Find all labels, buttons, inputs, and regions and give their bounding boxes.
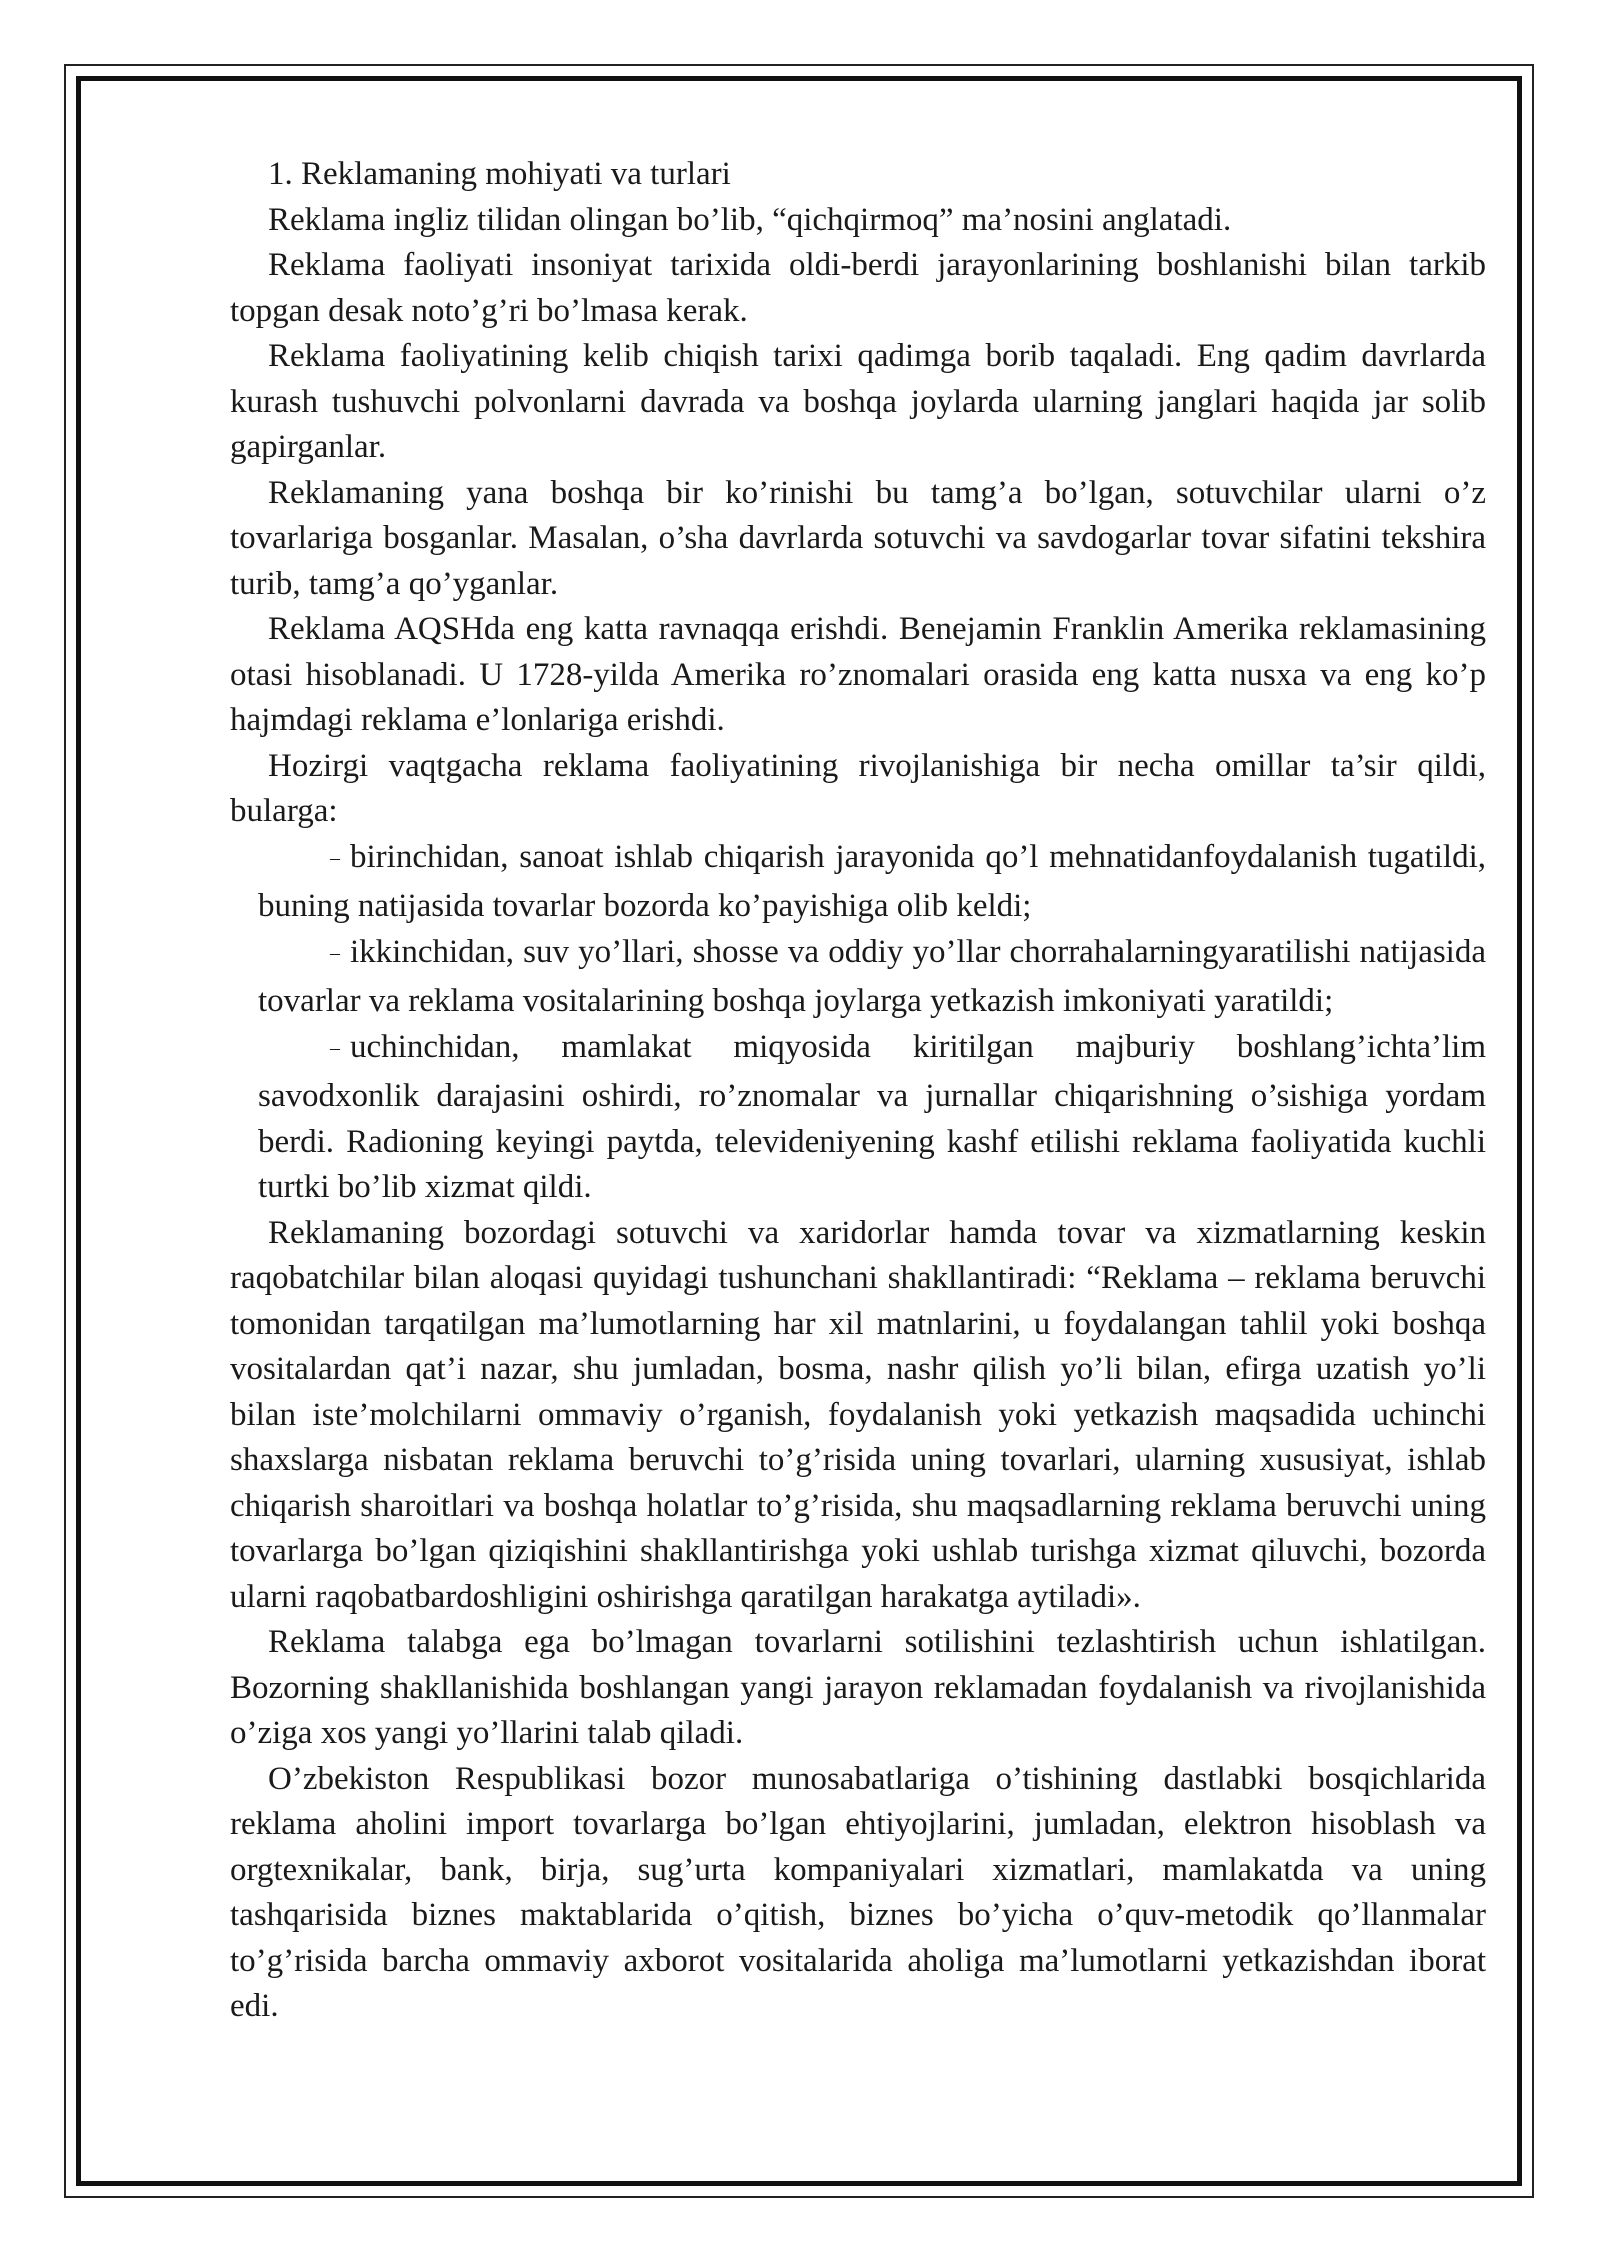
dash-marker: – [330,846,340,869]
paragraph: Reklamaning yana boshqa bir ko’rinishi bu tamg’a bo’lgan, sotuvchilar ularni o’z tovarlariga bosganlar. Masalan, o’sha davrlarda sotuvchi va savdogarlar tovar sifatini tekshira turib, tamg’a qo’yganlar. [230,474,1486,602]
paragraph: Reklama faoliyati insoniyat tarixida oldi-berdi jarayonlarining boshlanishi bilan tarkib topgan desak noto’g’ri bo’lmasa kerak. [230,247,1486,329]
list-item-text: ikkinchidan, suv yo’llari, shosse va oddiy yo’llar chorrahalarningyaratilishi natijasida tovarlar va reklama vositalarining boshqa joylarga yetkazish imkoniyati yaratildi; [258,933,1486,1019]
paragraph: Reklama AQSHda eng katta ravnaqqa erishdi. Benejamin Franklin Amerika reklamasining otasi hisoblanadi. U 1728-yilda Amerika ro’znomalari orasida eng katta nusxa va eng ko’p hajmdagi reklama e’lonlariga erishdi. [230,611,1486,738]
paragraph: Reklama faoliyatining kelib chiqish tarixi qadimga borib taqaladi. Eng qadim davrlarda kurash tushuvchi polvonlarni davrada va boshqa joylarda ularning janglari haqida jar solib gapirganlar. [230,338,1486,465]
paragraph: Reklama talabga ega bo’lmagan tovarlarni sotilishini tezlashtirish uchun ishlatilgan. Bozorning shakllanishida boshlangan yangi jarayon reklamadan foydalanish va rivojlanishida o’ziga xos yangi yo’llarini talab qiladi. [230,1624,1486,1751]
document-body [230,152,1486,2030]
section-heading: 1. Reklamaning mohiyati va turlari [268,156,731,192]
paragraph: Hozirgi vaqtgacha reklama faoliyatining rivojlanishiga bir necha omillar ta’sir qildi, bularga: [230,747,1486,829]
list-item-text: uchinchidan, mamlakat miqyosida kiritilgan majburiy boshlang’ichta’lim savodxonlik darajasini oshirdi, ro’znomalar va jurnallar chiqarishning o’sishiga yordam berdi. Radioning keyingi paytda, televideniyening kashf etilishi reklama faoliyatida kuchli turtki bo’lib xizmat qildi. [258,1028,1486,1205]
list-item [258,1025,1486,1211]
list-item [258,835,1486,930]
paragraph: O’zbekiston Respublikasi bozor munosabatlariga o’tishining dastlabki bosqichlarida reklama aholini import tovarlarga bo’lgan ehtiyojlarini, jumladan, elektron hisoblash va orgtexnikalar, bank, birja, sug’urta kompaniyalari xizmatlari, mamlakatda va uning tashqarisida biznes maktablarida o’qitish, biznes bo’yicha o’quv-metodik qo’llanmalar to’g’risida barcha ommaviy axborot vositalarida aholiga ma’lumotlarni yetkazishdan iborat edi. [230,1760,1486,2024]
dash-marker: – [330,941,340,964]
dash-marker: – [330,1036,340,1059]
factor-list [230,835,1486,1211]
paragraph: Reklama ingliz tilidan olingan bo’lib, “qichqirmoq” ma’nosini anglatadi. [268,201,1232,238]
paragraph: Reklamaning bozordagi sotuvchi va xaridorlar hamda tovar va xizmatlarning keskin raqobatchilar bilan aloqasi quyidagi tushunchani shakllantiradi: “Reklama – reklama beruvchi tomonidan tarqatilgan ma’lumotlarning har xil matnlarini, u foydalangan tahlil yoki boshqa vositalardan qat’i nazar, shu jumladan, bosma, nashr qilish yo’li bilan, efirga uzatish yo’li bilan iste’molchilarni ommaviy o’rganish, foydalanish yoki yetkazish maqsadida uchinchi shaxslarga nisbatan reklama beruvchi to’g’risida uning tovarlari, ularning xususiyat, ishlab chiqarish sharoitlari va boshqa holatlar to’g’risida, shu maqsadlarning reklama beruvchi uning tovarlarga bo’lgan qiziqishini shakllantirishga yoki ushlab turishga xizmat qiluvchi, bozorda ularni raqobatbardoshligini oshirishga qaratilgan harakatga aytiladi». [230,1214,1486,1615]
list-item-text: birinchidan, sanoat ishlab chiqarish jarayonida qo’l mehnatidanfoydalanish tugatildi, buning natijasida tovarlar bozorda ko’payishiga olib keldi; [258,838,1486,924]
list-item [258,930,1486,1025]
